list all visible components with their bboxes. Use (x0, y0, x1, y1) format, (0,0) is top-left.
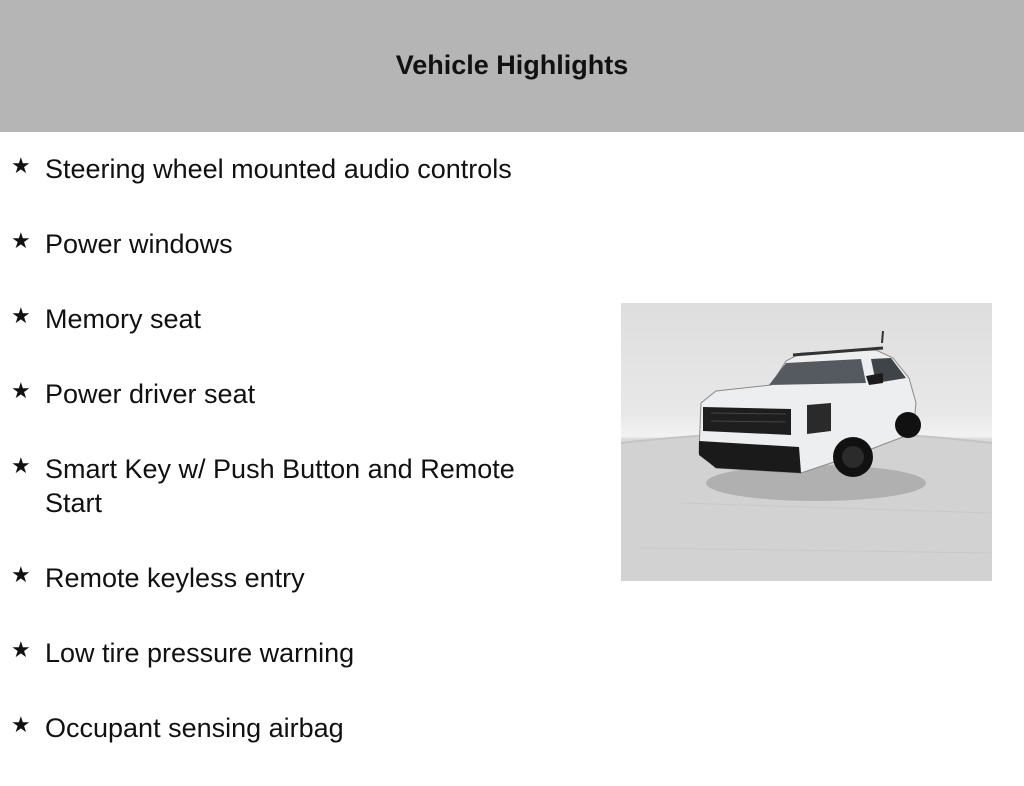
star-icon: ★ (11, 454, 31, 479)
star-icon: ★ (11, 304, 31, 329)
star-icon: ★ (11, 379, 31, 404)
feature-label: Occupant sensing airbag (45, 713, 344, 743)
feature-item (0, 152, 575, 186)
feature-list (0, 152, 600, 786)
star-icon: ★ (11, 229, 31, 254)
feature-label: Smart Key w/ Push Button and Remote Start (45, 454, 515, 518)
star-icon: ★ (11, 563, 31, 588)
feature-label: Remote keyless entry (45, 563, 305, 593)
feature-label: Memory seat (45, 304, 202, 334)
feature-label: Power windows (45, 229, 233, 259)
feature-label: Power driver seat (45, 379, 256, 409)
feature-item (0, 561, 575, 595)
star-icon: ★ (11, 713, 31, 738)
star-icon: ★ (11, 638, 31, 663)
vehicle-photo (621, 303, 992, 581)
feature-item (0, 711, 575, 745)
feature-item (0, 636, 575, 670)
header-bar (0, 0, 1024, 132)
feature-item (0, 227, 575, 261)
feature-item (0, 452, 575, 520)
feature-item (0, 302, 575, 336)
star-icon: ★ (11, 154, 31, 179)
car-photo-icon (621, 303, 992, 581)
feature-label: Steering wheel mounted audio controls (45, 154, 512, 184)
feature-label: Low tire pressure warning (45, 638, 355, 668)
page-title: Vehicle Highlights (395, 49, 629, 80)
feature-item (0, 377, 575, 411)
